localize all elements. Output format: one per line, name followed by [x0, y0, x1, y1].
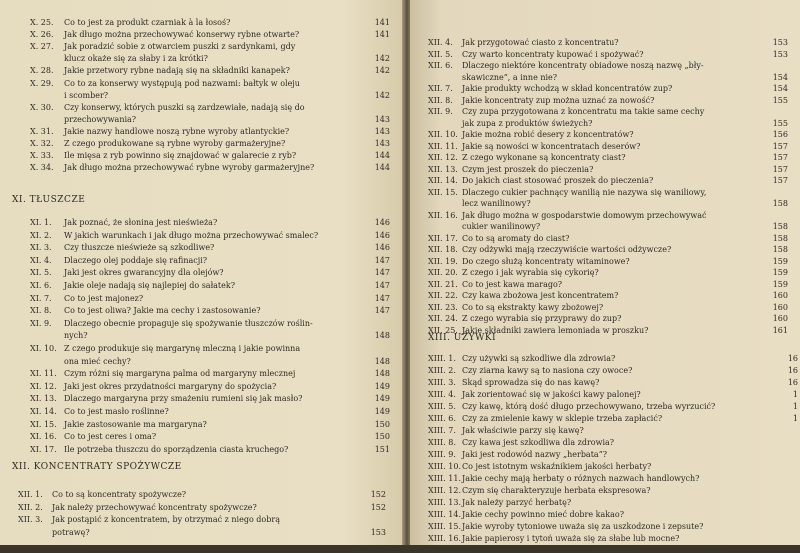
entry-page-number: 150: [374, 432, 390, 442]
entry-page-number: 159: [772, 256, 788, 266]
entry-question: Z czego i jak wyrabia się cykorię?: [462, 268, 599, 277]
toc-entry: [30, 127, 390, 137]
toc-entry: [30, 306, 390, 316]
entry-number: XIII. 3.: [428, 378, 456, 387]
entry-question: Czy konserwy, których puszki są zardzewiałe, nadają się do: [64, 102, 305, 112]
entry-number: XII. 2.: [18, 502, 43, 512]
entry-number: XI. 6.: [30, 281, 52, 290]
entry-number: XII. 22.: [428, 291, 458, 300]
toc-entry: [428, 50, 788, 60]
toc-entry: [30, 54, 390, 64]
entry-question: cukier wanilinowy?: [462, 222, 541, 231]
entry-number: XI. 12.: [30, 381, 57, 391]
toc-entry: [428, 414, 798, 424]
entry-page-number: 1: [792, 414, 798, 423]
toc-entry: [428, 314, 788, 324]
entry-question: Czy ziarna kawy są to nasiona czy owoce?: [462, 366, 633, 375]
entry-page-number: 142: [374, 90, 390, 100]
toc-entry: [30, 382, 390, 392]
toc-entry: [428, 188, 788, 198]
toc-entry: [30, 218, 390, 228]
toc-entry: [428, 486, 798, 496]
entry-question: nych?: [64, 331, 88, 341]
entry-question: Jak długo można w gospodarstwie domowym przechowywać: [462, 210, 707, 220]
toc-entry: [428, 522, 798, 532]
entry-question: klucz okaże się za słaby i za krótki?: [64, 54, 208, 64]
entry-question: Jak zorientować się w jakości kawy palonej?: [462, 390, 641, 399]
toc-entry: [428, 153, 788, 163]
entry-page-number: 157: [772, 176, 788, 185]
entry-question: Czym różni się margaryna palma od margaryny mlecznej: [64, 369, 296, 379]
toc-entry: [30, 344, 390, 354]
toc-entry: [30, 79, 390, 89]
entry-page-number: 1: [792, 390, 798, 399]
entry-question: Jaki jest okres przydatności margaryny do spożycia?: [64, 381, 277, 391]
entry-question: Co to jest masło roślinne?: [64, 407, 169, 416]
toc-entry: [428, 498, 798, 508]
entry-question: Czy odżywki mają rzeczywiście wartości odżywcze?: [462, 245, 672, 254]
entry-question: Czym się charakteryzuje herbata ekspresowa?: [462, 486, 651, 495]
entry-question: Czy kawę, którą dość długo przechowywano, trzeba wyrzucić?: [462, 402, 716, 411]
toc-entry: [428, 378, 798, 388]
entry-page-number: 148: [374, 356, 390, 366]
entry-question: Jak postąpić z koncentratem, by otrzymać z niego dobrą: [52, 515, 280, 525]
entry-question: Dlaczego obecnie propaguje się spożywanie tłuszczów roślin-: [64, 318, 313, 328]
entry-page-number: 153: [772, 49, 788, 59]
entry-page-number: 151: [374, 444, 390, 454]
toc-entry: [30, 139, 390, 149]
entry-number: XIII. 2.: [428, 366, 456, 375]
entry-question: Jakie produkty wchodzą w skład koncentratów zup?: [462, 84, 673, 93]
entry-question: Jak długo można przechowywać konserwy rybne otwarte?: [64, 30, 300, 40]
entry-question: Jak należy parzyć herbatę?: [462, 498, 572, 507]
right-page: [410, 0, 800, 553]
toc-entry: [428, 165, 788, 175]
entry-number: XI. 3.: [30, 243, 52, 253]
entry-page-number: 149: [374, 394, 390, 404]
toc-entry: [18, 503, 386, 513]
toc-entry: [428, 119, 788, 129]
entry-number: XI. 15.: [30, 419, 57, 429]
toc-entry: [428, 390, 798, 400]
entry-number: X. 27.: [30, 42, 54, 52]
entry-number: XI. 7.: [30, 293, 52, 303]
entry-number: XIII. 9.: [428, 450, 456, 459]
toc-entry: [428, 142, 788, 152]
entry-number: X. 31.: [30, 126, 54, 136]
toc-entry: [428, 130, 788, 140]
toc-entry: [30, 331, 390, 341]
toc-entry: [428, 280, 788, 290]
entry-number: X. 29.: [30, 78, 54, 88]
entry-page-number: 156: [772, 130, 788, 139]
entry-question: Czy warto koncentraty kupować i spożywać?: [462, 49, 644, 59]
entry-question: Jakie cechy powinno mieć dobre kakao?: [462, 510, 624, 519]
entry-page-number: 16: [787, 366, 798, 375]
entry-number: XII. 15.: [428, 187, 458, 197]
entry-question: Jakie papierosy i tytoń uważa się za słabe lub mocne?: [462, 534, 680, 543]
entry-question: Jakie są nowości w koncentratach deserów?: [462, 141, 641, 151]
entry-number: XII. 17.: [428, 233, 458, 243]
entry-page-number: 159: [772, 268, 788, 277]
toc-entry: [30, 294, 390, 304]
toc-entry: [428, 534, 798, 544]
entry-page-number: 147: [374, 268, 390, 278]
entry-question: Co to za konserwy występują pod nazwami: bałtyk w oleju: [64, 78, 300, 88]
entry-page-number: 146: [374, 230, 390, 240]
entry-number: XII. 11.: [428, 141, 458, 151]
toc-entry: [428, 96, 788, 106]
entry-question: Jak przygotować ciasto z koncentratu?: [462, 38, 619, 47]
entry-question: Z czego produkowane są rybne wyroby garmażeryjne?: [64, 139, 286, 148]
entry-page-number: 147: [374, 293, 390, 303]
entry-question: Co to są ekstrakty kawy zbożowej?: [462, 302, 604, 312]
entry-page-number: 148: [374, 331, 390, 341]
entry-page-number: 16: [787, 378, 798, 387]
toc-entry: [428, 462, 798, 472]
entry-page-number: 154: [772, 72, 788, 82]
entry-number: XIII. 12.: [428, 486, 461, 495]
entry-page-number: 141: [374, 30, 390, 40]
entry-number: X. 33.: [30, 151, 54, 161]
entry-number: XII. 12.: [428, 153, 458, 162]
entry-question: skawiczne”, a inne nie?: [462, 72, 558, 82]
toc-entry: [30, 268, 390, 278]
toc-entry: [30, 394, 390, 404]
entry-question: jak zupa z produktów świeżych?: [462, 118, 593, 128]
toc-entry: [428, 234, 788, 244]
entry-number: XII. 14.: [428, 176, 458, 185]
entry-question: Jakie zastosowanie ma margaryna?: [64, 419, 207, 429]
entry-question: Z czego wyrabia się przyprawy do zup?: [462, 314, 622, 323]
entry-number: XII. 8.: [428, 95, 453, 105]
toc-entry: [428, 426, 798, 436]
entry-number: XII. 25.: [428, 325, 458, 335]
entry-page-number: 158: [772, 222, 788, 231]
entry-number: XI. 17.: [30, 444, 57, 454]
entry-question: Jak właściwie parzy się kawę?: [462, 426, 584, 435]
entry-question: Jaki jest okres gwarancyjny dla olejów?: [64, 268, 224, 278]
entry-number: XI. 8.: [30, 306, 52, 316]
entry-number: XI. 14.: [30, 407, 57, 416]
toc-entry: [30, 407, 390, 417]
entry-question: Dlaczego margaryna przy smażeniu rumieni się jak masło?: [64, 394, 303, 404]
entry-question: Co to są aromaty do ciast?: [462, 233, 570, 243]
entry-page-number: 144: [374, 163, 390, 173]
entry-question: Z czego wykonane są koncentraty ciast?: [462, 153, 626, 162]
entry-question: potrawę?: [52, 527, 90, 537]
entry-page-number: 1: [792, 402, 798, 411]
toc-entry: [30, 91, 390, 101]
entry-page-number: 153: [772, 38, 788, 47]
entry-page-number: 146: [374, 243, 390, 253]
toc-entry: [428, 211, 788, 221]
entry-number: XII. 21.: [428, 279, 458, 289]
entry-question: Jak poradzić sobie z otwarciem puszki z sardynkami, gdy: [64, 42, 296, 52]
entry-number: XI. 5.: [30, 268, 52, 278]
entry-number: XIII. 10.: [428, 462, 461, 471]
entry-number: XI. 10.: [30, 344, 57, 353]
entry-question: ona mieć cechy?: [64, 356, 131, 366]
entry-number: XII. 13.: [428, 164, 458, 174]
section-xiii-title: XIII. UŻYWKI: [428, 333, 497, 343]
entry-question: Jakie można robić desery z koncentratów?: [462, 130, 634, 139]
entry-number: XII. 23.: [428, 302, 458, 312]
entry-question: Co jest istotnym wskaźnikiem jakości herbaty?: [462, 462, 652, 471]
toc-entry: [30, 115, 390, 125]
toc-entry: [428, 291, 788, 301]
toc-entry: [428, 354, 798, 364]
toc-entry: [428, 61, 788, 71]
entry-page-number: 159: [772, 279, 788, 289]
entry-question: Czy tłuszcze nieświeże są szkodliwe?: [64, 243, 215, 253]
toc-entry: [30, 445, 390, 455]
entry-question: Do czego służą koncentraty witaminowe?: [462, 256, 630, 266]
toc-entry: [30, 357, 390, 367]
entry-number: XII. 1.: [18, 490, 43, 499]
toc-entry: [30, 163, 390, 173]
entry-question: Skąd sprowadza się do nas kawę?: [462, 378, 600, 387]
toc-entry: [18, 490, 386, 500]
entry-page-number: 142: [374, 54, 390, 64]
entry-question: Jakie wyroby tytoniowe uważa się za uszkodzone i zepsute?: [462, 522, 704, 531]
entry-number: XII. 16.: [428, 210, 458, 220]
entry-page-number: 160: [772, 291, 788, 300]
entry-number: XII. 3.: [18, 515, 43, 525]
entry-number: XII. 5.: [428, 49, 453, 59]
entry-number: XII. 7.: [428, 84, 453, 93]
entry-number: XI. 1.: [30, 218, 52, 227]
section-xi-title: XI. TŁUSZCZE: [12, 195, 86, 205]
entry-page-number: 142: [374, 66, 390, 76]
entry-page-number: 158: [772, 199, 788, 208]
entry-page-number: 157: [772, 153, 788, 162]
toc-entry: [30, 30, 390, 40]
entry-number: XIII. 7.: [428, 426, 456, 435]
entry-number: XII. 10.: [428, 130, 458, 139]
entry-question: W jakich warunkach i jak długo można przechowywać smalec?: [64, 230, 319, 240]
section-xii-title: XII. KONCENTRATY SPOŻYWCZE: [12, 462, 182, 472]
entry-question: Jaki jest rodowód nazwy „herbata”?: [462, 450, 608, 459]
entry-question: Do jakich ciast stosować proszek do pieczenia?: [462, 176, 654, 185]
toc-entry: [428, 474, 798, 484]
toc-entry: [428, 510, 798, 520]
entry-question: Ile mięsa z ryb powinno się znajdować w galarecie z ryb?: [64, 151, 297, 161]
toc-entry: [428, 268, 788, 278]
entry-number: XIII. 13.: [428, 498, 461, 507]
entry-question: Czy używki są szkodliwe dla zdrowia?: [462, 354, 616, 363]
toc-entry: [30, 369, 390, 379]
entry-page-number: 147: [374, 281, 390, 290]
toc-entry: [428, 303, 788, 313]
entry-question: Jakie przetwory rybne nadają się na składniki kanapek?: [64, 66, 290, 76]
entry-question: Co to jest majonez?: [64, 293, 144, 303]
entry-page-number: 146: [374, 218, 390, 227]
entry-page-number: 144: [374, 151, 390, 161]
toc-entry: [428, 438, 798, 448]
entry-question: Jakie oleje nadają się najlepiej do sałatek?: [64, 281, 236, 290]
entry-number: XI. 11.: [30, 369, 57, 379]
entry-question: Jakie składniki zawiera lemoniada w proszku?: [462, 325, 649, 335]
entry-page-number: 158: [772, 245, 788, 254]
entry-page-number: 160: [772, 302, 788, 312]
entry-number: X. 32.: [30, 139, 54, 148]
toc-entry: [30, 151, 390, 161]
toc-entry: [30, 231, 390, 241]
entry-number: XI. 9.: [30, 318, 52, 328]
entry-page-number: 153: [370, 527, 386, 537]
entry-page-number: 16: [787, 354, 798, 363]
toc-entry: [428, 84, 788, 94]
toc-entry: [30, 432, 390, 442]
entry-number: X. 30.: [30, 102, 54, 112]
page-edge-shadow: [0, 545, 800, 553]
entry-question: Dlaczego cukier pachnący wanilią nie nazywa się waniliowy,: [462, 187, 707, 197]
entry-number: XII. 4.: [428, 38, 453, 47]
entry-question: Jakie nazwy handlowe noszą rybne wyroby atlantyckie?: [64, 126, 290, 136]
entry-page-number: 152: [370, 502, 386, 512]
toc-entry: [428, 366, 798, 376]
entry-number: XII. 20.: [428, 268, 458, 277]
toc-entry: [30, 42, 390, 52]
entry-number: XIII. 1.: [428, 354, 456, 363]
toc-entry: [428, 222, 788, 232]
entry-number: XII. 9.: [428, 107, 453, 116]
entry-question: Czy kawa zbożowa jest koncentratem?: [462, 291, 619, 300]
toc-entry: [18, 515, 386, 525]
entry-number: XIII. 14.: [428, 510, 461, 519]
toc-entry: [30, 243, 390, 253]
entry-page-number: 148: [374, 369, 390, 379]
toc-entry: [30, 281, 390, 291]
toc-entry: [428, 107, 788, 117]
entry-number: X. 28.: [30, 66, 54, 76]
toc-entry: [30, 420, 390, 430]
entry-number: XII. 6.: [428, 61, 453, 70]
entry-page-number: 154: [772, 84, 788, 93]
entry-question: Co to jest ceres i oma?: [64, 432, 157, 442]
entry-question: Jak należy przechowywać koncentraty spożywcze?: [52, 502, 257, 512]
entry-page-number: 141: [374, 18, 390, 27]
entry-question: Co to jest oliwa? Jakie ma cechy i zastosowanie?: [64, 306, 261, 316]
entry-number: X. 34.: [30, 163, 54, 173]
entry-number: XIII. 6.: [428, 414, 456, 423]
toc-entry: [428, 450, 798, 460]
entry-number: XI. 2.: [30, 230, 52, 240]
entry-number: XII. 24.: [428, 314, 458, 323]
entry-page-number: 152: [370, 490, 386, 499]
toc-entry: [18, 528, 386, 538]
entry-number: X. 26.: [30, 30, 54, 40]
entry-page-number: 161: [772, 325, 788, 335]
entry-question: i scomber?: [64, 90, 109, 100]
entry-question: Co to jest za produkt czarniak à la łosoś?: [64, 18, 231, 27]
toc-entry: [428, 73, 788, 83]
entry-question: Czy kawa jest szkodliwa dla zdrowia?: [462, 438, 615, 447]
toc-entry: [428, 38, 788, 48]
entry-question: Jak długo można przechowywać rybne wyroby garmażeryjne?: [64, 163, 315, 173]
entry-page-number: 150: [374, 419, 390, 429]
entry-page-number: 147: [374, 306, 390, 316]
entry-page-number: 160: [772, 314, 788, 323]
entry-question: Dlaczego niektóre koncentraty obiadowe noszą nazwę „bły-: [462, 61, 704, 70]
entry-question: lecz wanilinowy?: [462, 199, 531, 208]
entry-question: przechowywania?: [64, 114, 137, 124]
entry-page-number: 157: [772, 141, 788, 151]
entry-question: Jakie cechy mają herbaty o różnych nazwach handlowych?: [462, 474, 700, 483]
entry-question: Czy za zmielenie kawy w sklepie trzeba zapłacić?: [462, 414, 663, 423]
entry-question: Co to jest kawa marago?: [462, 279, 563, 289]
entry-question: Czym jest proszek do pieczenia?: [462, 164, 594, 174]
entry-number: XIII. 4.: [428, 390, 456, 399]
entry-page-number: 143: [374, 126, 390, 136]
entry-number: XIII. 15.: [428, 522, 461, 531]
toc-entry: [30, 103, 390, 113]
entry-number: XII. 18.: [428, 245, 458, 254]
toc-entry: [428, 199, 788, 209]
entry-page-number: 147: [374, 255, 390, 265]
entry-page-number: 158: [772, 233, 788, 243]
entry-page-number: 149: [374, 381, 390, 391]
entry-question: Z czego produkuje się margarynę mleczną i jakie powinna: [64, 344, 301, 353]
entry-number: XI. 16.: [30, 432, 57, 442]
entry-question: Co to są koncentraty spożywcze?: [52, 490, 187, 499]
entry-page-number: 157: [772, 164, 788, 174]
entry-number: XIII. 11.: [428, 474, 461, 483]
entry-question: Jak poznać, że słonina jest nieświeża?: [64, 218, 218, 227]
toc-entry: [428, 257, 788, 267]
toc-entry: [428, 176, 788, 186]
toc-entry: [428, 245, 788, 255]
toc-entry: [30, 66, 390, 76]
entry-number: XIII. 16.: [428, 534, 461, 543]
toc-entry: [30, 256, 390, 266]
entry-number: X. 25.: [30, 18, 54, 27]
toc-entry: [428, 402, 798, 412]
entry-number: XII. 19.: [428, 256, 458, 266]
entry-page-number: 155: [772, 118, 788, 128]
toc-entry: [30, 18, 390, 28]
entry-question: Jakie koncentraty zup można uznać za nowość?: [462, 95, 655, 105]
entry-page-number: 155: [772, 95, 788, 105]
entry-number: XIII. 8.: [428, 438, 456, 447]
entry-question: Ile potrzeba tłuszczu do sporządzenia ciasta kruchego?: [64, 444, 289, 454]
toc-entry: [30, 319, 390, 329]
entry-question: Czy zupa przygotowana z koncentratu ma takie same cechy: [462, 107, 705, 116]
entry-number: XI. 13.: [30, 394, 57, 404]
entry-page-number: 149: [374, 407, 390, 416]
entry-page-number: 143: [374, 114, 390, 124]
entry-page-number: 143: [374, 139, 390, 148]
entry-number: XI. 4.: [30, 255, 52, 265]
entry-number: XIII. 5.: [428, 402, 456, 411]
entry-question: Dlaczego olej poddaje się rafinacji?: [64, 255, 208, 265]
